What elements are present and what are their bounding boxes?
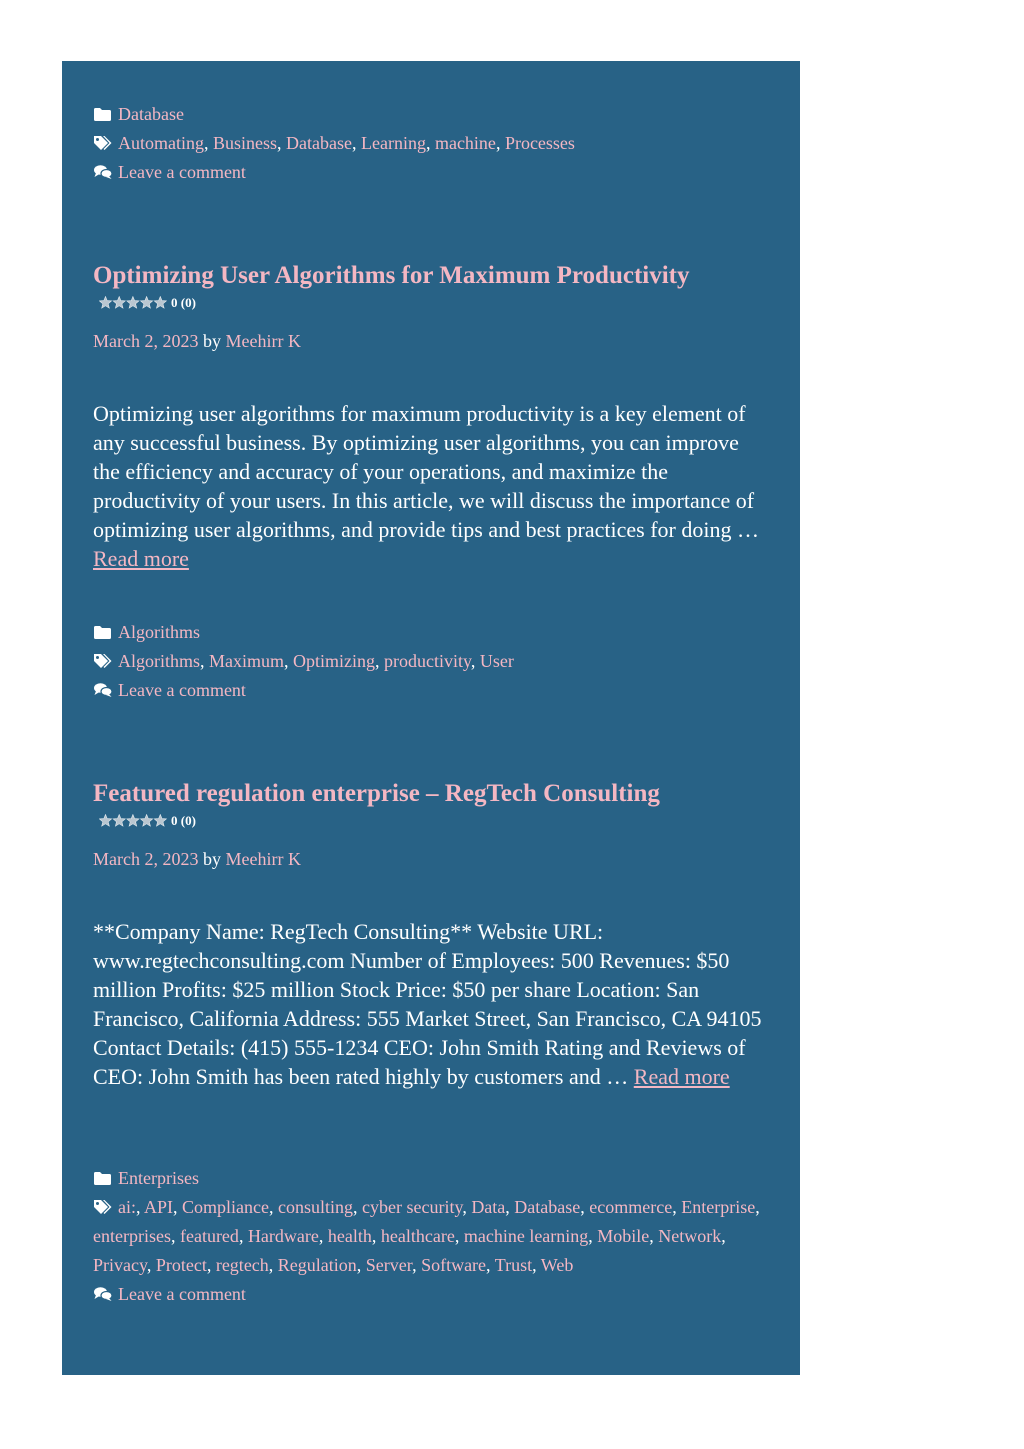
read-more-link[interactable]: Read more	[633, 1064, 730, 1089]
tag-separator: ,	[173, 1197, 183, 1217]
tag-link[interactable]: Software	[421, 1255, 487, 1275]
tag-separator: ,	[588, 1226, 598, 1246]
tags-icon	[93, 1199, 113, 1215]
category-link[interactable]: Enterprises	[118, 1168, 199, 1188]
tag-link[interactable]: featured	[179, 1226, 239, 1246]
tag-link[interactable]: healthcare	[380, 1226, 455, 1246]
folder-icon	[93, 1171, 113, 1186]
tag-list	[118, 651, 514, 671]
tags-line	[93, 129, 575, 158]
tag-separator: ,	[268, 1255, 278, 1275]
tag-separator: ,	[425, 133, 435, 153]
tag-link[interactable]: Data	[471, 1197, 506, 1217]
category-line	[93, 618, 514, 647]
tag-link[interactable]: Optimizing	[293, 651, 376, 671]
tag-link[interactable]: Automating	[118, 133, 204, 153]
category-line	[93, 1164, 763, 1193]
tag-link[interactable]: Business	[213, 133, 278, 153]
tag-link[interactable]: Server	[365, 1255, 413, 1275]
tag-separator: ,	[206, 1255, 216, 1275]
leave-comment-link[interactable]: Leave a comment	[118, 162, 246, 182]
post-title[interactable]: Optimizing User Algorithms for Maximum Productivity	[93, 262, 690, 289]
tag-link[interactable]: Hardware	[247, 1226, 319, 1246]
tag-separator: ,	[371, 1226, 381, 1246]
folder-icon	[93, 625, 113, 640]
comment-line	[93, 158, 575, 187]
rating-stars-icon[interactable]	[99, 813, 167, 833]
excerpt-text: **Company Name: RegTech Consulting** Website URL: www.regtechconsulting.com Number of Employees: 500 Revenues: $50 million Profits: $25 million Stock Price: $50 per share Location: San Francisco, California Address: 555 Market Street, San Francisco, CA 94105 Contact Details: (415) 555-1234 CEO: John Smith Rating and Reviews of CEO: John Smith has been rated highly by customers and …	[93, 919, 762, 1089]
excerpt-text: Optimizing user algorithms for maximum productivity is a key element of any successful business. By optimizing user algorithms, you can improve the efficiency and accuracy of your operations, and maximize the productivity of your users. In this article, we will discuss the importance of optimizing user algorithms, and provide tips and best practices for doing …	[93, 401, 759, 542]
tag-link[interactable]: Mobile	[597, 1226, 650, 1246]
tag-separator: ,	[580, 1197, 590, 1217]
tag-separator: ,	[284, 651, 294, 671]
post-date-link[interactable]: March 2, 2023	[93, 331, 199, 351]
tag-separator: ,	[721, 1226, 726, 1246]
tag-link[interactable]: Privacy	[93, 1255, 147, 1275]
tag-separator: ,	[755, 1197, 760, 1217]
tag-list	[118, 133, 575, 153]
by-label: by	[202, 331, 221, 351]
tag-link[interactable]: API	[144, 1197, 174, 1217]
tag-link[interactable]: regtech	[215, 1255, 269, 1275]
tag-link[interactable]: Protect	[155, 1255, 207, 1275]
tag-link[interactable]: Maximum	[209, 651, 285, 671]
comments-icon	[93, 164, 113, 180]
tag-separator: ,	[146, 1255, 156, 1275]
tag-separator: ,	[351, 133, 361, 153]
tag-separator: ,	[532, 1255, 541, 1275]
tag-separator: ,	[462, 1197, 472, 1217]
rating-count: 0 (0)	[171, 813, 196, 828]
tag-separator: ,	[170, 1226, 180, 1246]
tag-link[interactable]: Enterprise	[681, 1197, 756, 1217]
post-footer-meta	[93, 618, 514, 705]
author-link[interactable]: Meehirr K	[225, 331, 301, 351]
tag-separator: ,	[486, 1255, 495, 1275]
tag-separator: ,	[238, 1226, 248, 1246]
tag-link[interactable]: ecommerce	[589, 1197, 673, 1217]
tag-separator: ,	[204, 133, 213, 153]
leave-comment-link[interactable]: Leave a comment	[118, 680, 246, 700]
tag-link[interactable]: Database	[286, 133, 352, 153]
by-label: by	[202, 849, 221, 869]
tag-link[interactable]: Algorithms	[118, 651, 201, 671]
tag-link[interactable]: Database	[514, 1197, 581, 1217]
post-excerpt	[93, 399, 763, 573]
content-panel	[62, 61, 800, 1375]
comment-line	[93, 1280, 763, 1309]
tag-separator: ,	[318, 1226, 328, 1246]
tag-separator: ,	[136, 1197, 145, 1217]
star-rating	[99, 811, 763, 833]
rating-count: 0 (0)	[171, 295, 196, 310]
leave-comment-link[interactable]: Leave a comment	[118, 1284, 246, 1304]
tag-separator: ,	[200, 651, 210, 671]
tag-separator: ,	[672, 1197, 682, 1217]
tag-link[interactable]: productivity	[384, 651, 471, 671]
category-link[interactable]: Algorithms	[118, 622, 201, 642]
tag-link[interactable]: machine learning	[463, 1226, 589, 1246]
comment-line	[93, 676, 514, 705]
tag-link[interactable]: consulting	[278, 1197, 354, 1217]
category-link[interactable]: Database	[118, 104, 184, 124]
post-title[interactable]: Featured regulation enterprise – RegTech Consulting	[93, 780, 660, 807]
tag-link[interactable]: health	[327, 1226, 372, 1246]
comments-icon	[93, 1286, 113, 1302]
tag-separator: ,	[454, 1226, 464, 1246]
tag-link[interactable]: Regulation	[277, 1255, 357, 1275]
tag-link[interactable]: Processes	[504, 133, 575, 153]
tags-line	[93, 1193, 763, 1280]
tag-separator: ,	[356, 1255, 366, 1275]
tag-link[interactable]: Web	[540, 1255, 574, 1275]
tags-line	[93, 647, 514, 676]
post-article	[93, 779, 763, 1091]
tag-link[interactable]: User	[479, 651, 514, 671]
read-more-link[interactable]: Read more	[93, 546, 189, 571]
tag-separator: ,	[375, 651, 385, 671]
tag-link[interactable]: ai:	[118, 1197, 136, 1217]
tag-separator: ,	[269, 1197, 279, 1217]
tags-icon	[93, 653, 113, 669]
post-byline	[93, 329, 763, 353]
post-excerpt	[93, 917, 763, 1091]
star-rating	[99, 293, 763, 315]
tag-separator: ,	[277, 133, 287, 153]
tag-separator: ,	[353, 1197, 363, 1217]
tags-icon	[93, 135, 113, 151]
tag-separator: ,	[412, 1255, 422, 1275]
comments-icon	[93, 682, 113, 698]
tag-separator: ,	[505, 1197, 515, 1217]
author-link[interactable]: Meehirr K	[225, 849, 301, 869]
rating-stars-icon[interactable]	[99, 295, 167, 315]
post-footer-meta	[93, 1164, 763, 1309]
post-footer-meta	[93, 100, 575, 187]
tag-link[interactable]: Learning	[360, 133, 426, 153]
tag-link[interactable]: Trust	[494, 1255, 533, 1275]
folder-icon	[93, 107, 113, 122]
tag-link[interactable]: Compliance	[182, 1197, 270, 1217]
tag-list	[93, 1197, 760, 1275]
category-line	[93, 100, 575, 129]
tag-link[interactable]: Network	[658, 1226, 722, 1246]
tag-link[interactable]: enterprises	[93, 1226, 171, 1246]
tag-separator: ,	[649, 1226, 659, 1246]
tag-link[interactable]: cyber security	[362, 1197, 463, 1217]
tag-separator: ,	[470, 651, 480, 671]
post-article	[93, 261, 763, 573]
post-byline	[93, 847, 763, 871]
post-date-link[interactable]: March 2, 2023	[93, 849, 199, 869]
tag-separator: ,	[495, 133, 505, 153]
tag-link[interactable]: machine	[434, 133, 496, 153]
